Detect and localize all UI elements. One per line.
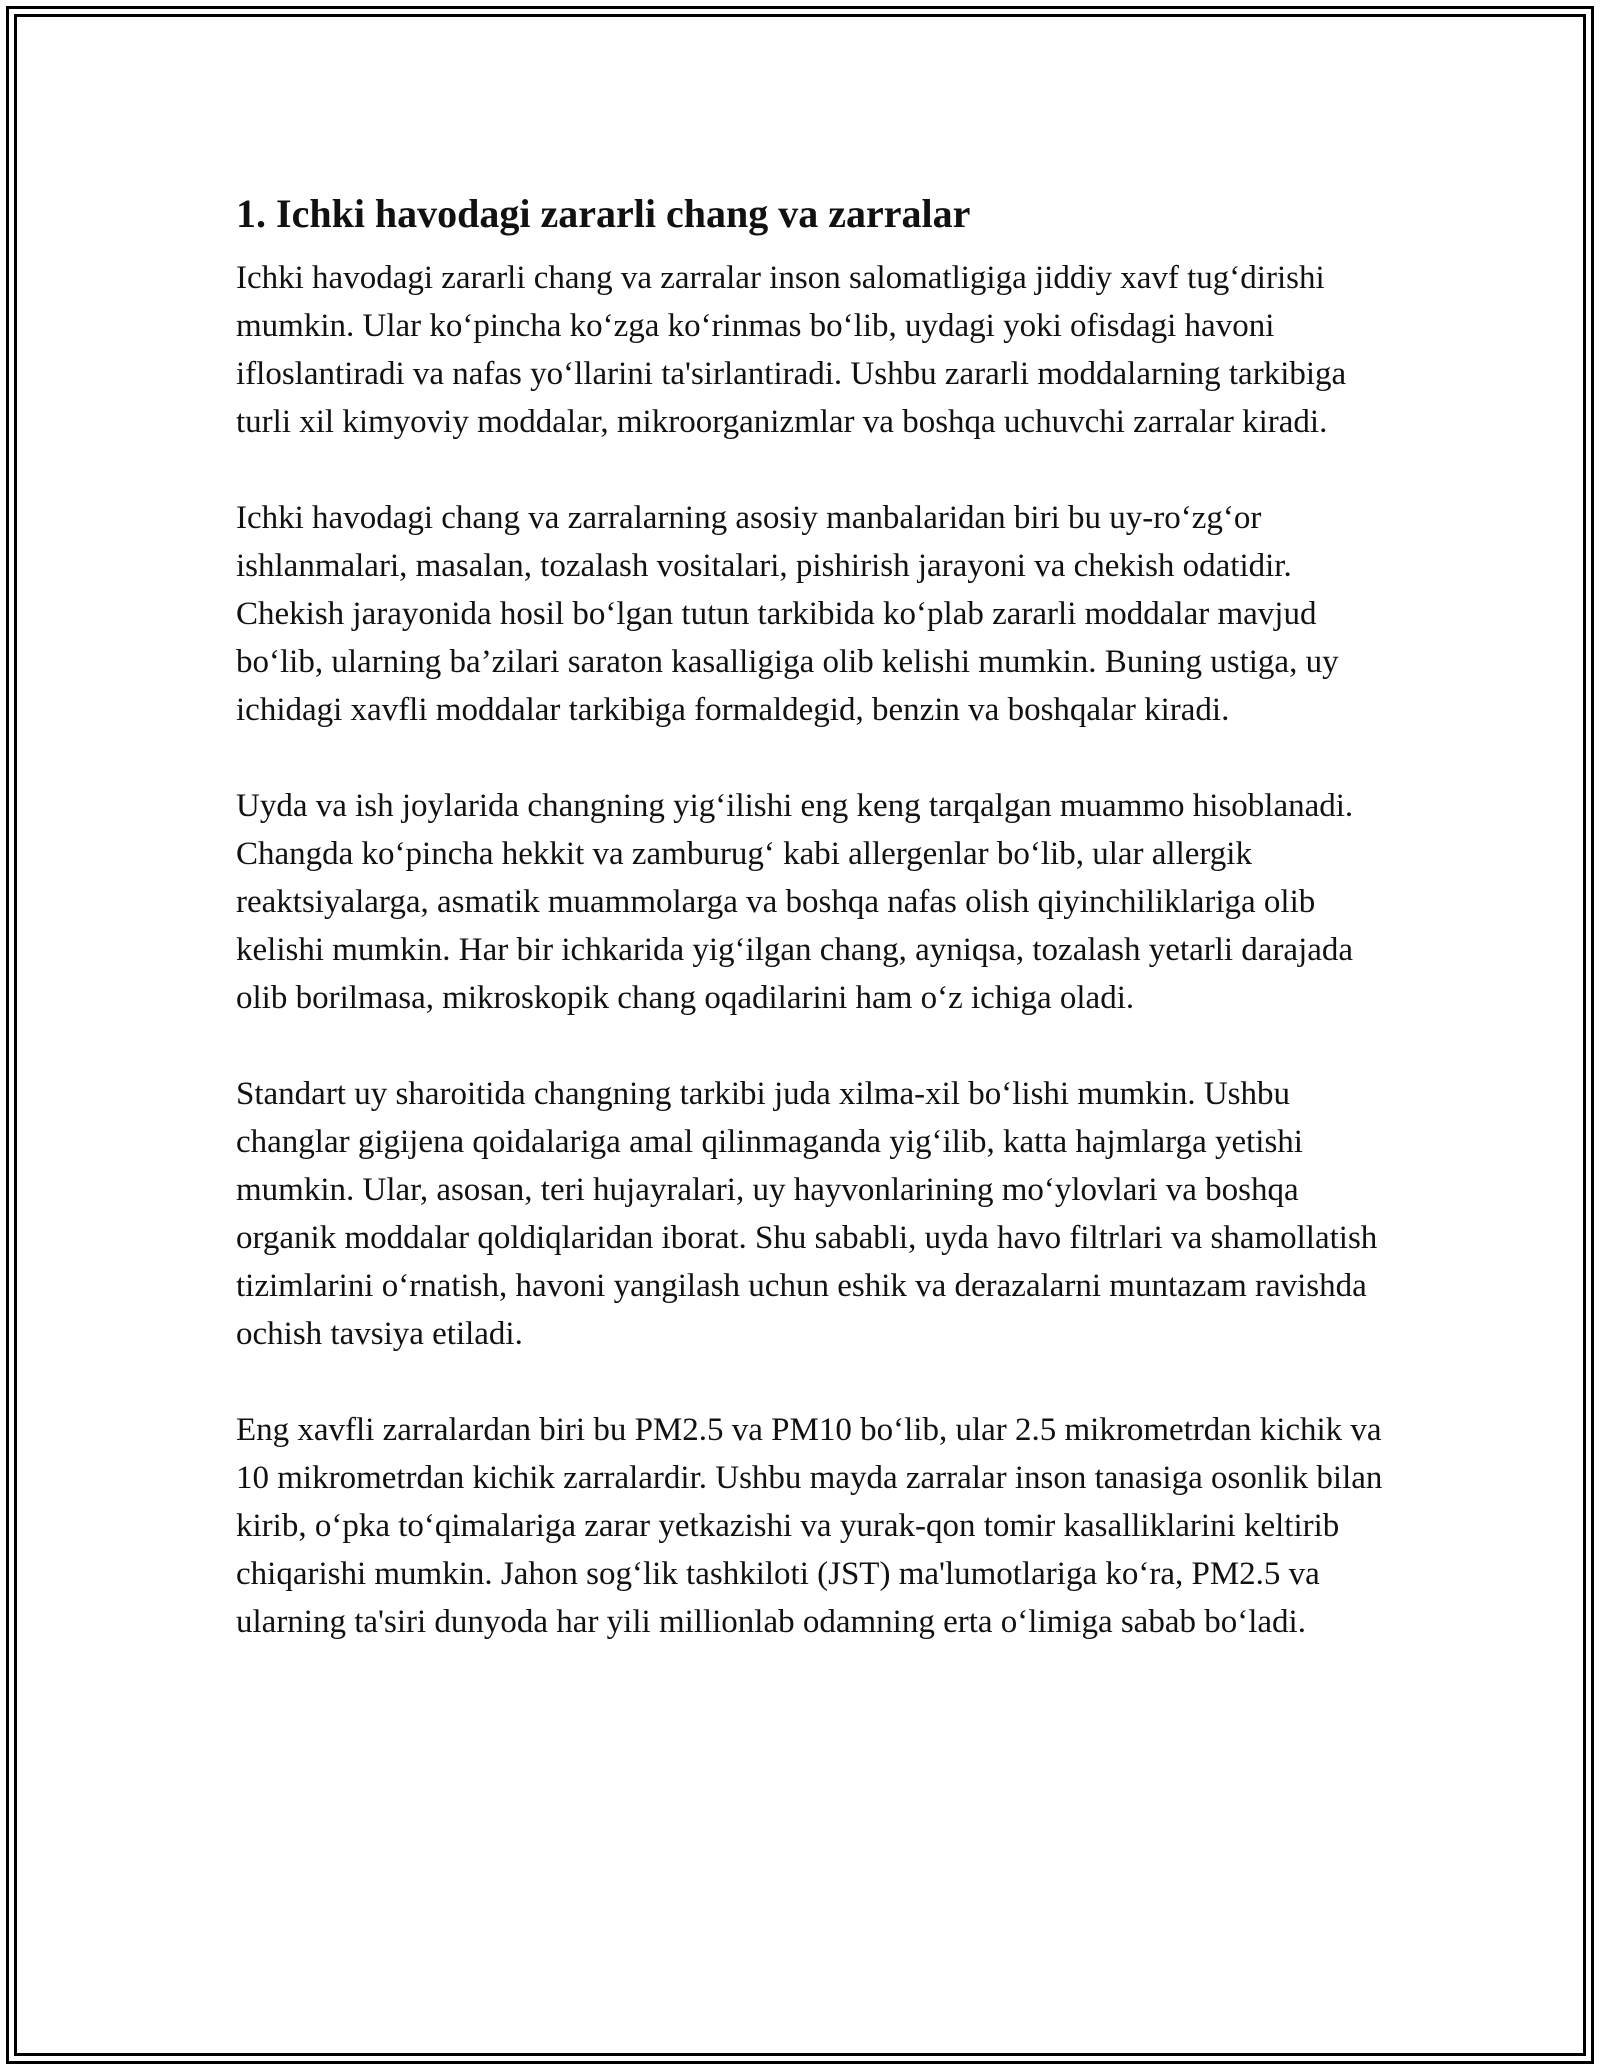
- paragraph-1: Ichki havodagi zararli chang va zarralar inson salomatligiga jiddiy xavf tug‘dirishi mumkin. Ular ko‘pincha ko‘zga ko‘rinmas bo‘lib, uydagi yoki ofisdagi havoni ifloslantiradi va nafas yo‘llarini ta'sirlantiradi. Ushbu zararli moddalarning tarkibiga turli xil kimyoviy moddalar, mikroorganizmlar va boshqa uchuvchi zarralar kiradi.: [236, 260, 1347, 440]
- paragraph-4: Standart uy sharoitida changning tarkibi juda xilma-xil bo‘lishi mumkin. Ushbu changlar gigijena qoidalariga amal qilinmaganda yig‘ilib, katta hajmlarga yetishi mumkin. Ular, asosan, teri hujayralari, uy hayvonlarining mo‘ylovlari va boshqa organik moddalar qoldiqlaridan iborat. Shu sababli, uyda havo filtrlari va shamollatish tizimlarini o‘rnatish, havoni yangilash uchun eshik va derazalarni muntazam ravishda ochish tavsiya etiladi.: [236, 1076, 1378, 1352]
- document-body: [236, 186, 1386, 1694]
- paragraph-3: Uyda va ish joylarida changning yig‘ilishi eng keng tarqalgan muammo hisoblanadi. Changda ko‘pincha hekkit va zamburug‘ kabi allergenlar bo‘lib, ular allergik reaktsiyalarga, asmatik muammolarga va boshqa nafas olish qiyinchiliklariga olib kelishi mumkin. Har bir ichkarida yig‘ilgan chang, ayniqsa, tozalash yetarli darajada olib borilmasa, mikroskopik chang oqadilarini ham o‘z ichiga oladi.: [236, 788, 1354, 1016]
- section-heading: 1. Ichki havodagi zararli chang va zarralar: [236, 191, 971, 236]
- paragraph-2: Ichki havodagi chang va zarralarning asosiy manbalaridan biri bu uy-ro‘zg‘or ishlanmalari, masalan, tozalash vositalari, pishirish jarayoni va chekish odatidir. Chekish jarayonida hosil bo‘lgan tutun tarkibida ko‘plab zararli moddalar mavjud bo‘lib, ularning ba’zilari saraton kasalligiga olib kelishi mumkin. Buning ustiga, uy ichidagi xavfli moddalar tarkibiga formaldegid, benzin va boshqalar kiradi.: [236, 500, 1339, 728]
- paragraph-5: Eng xavfli zarralardan biri bu PM2.5 va PM10 bo‘lib, ular 2.5 mikrometrdan kichik va 10 mikrometrdan kichik zarralardir. Ushbu mayda zarralar inson tanasiga osonlik bilan kirib, o‘pka to‘qimalariga zarar yetkazishi va yurak-qon tomir kasalliklarini keltirib chiqarishi mumkin. Jahon sog‘lik tashkiloti (JST) ma'lumotlariga ko‘ra, PM2.5 va ularning ta'siri dunyoda har yili millionlab odamning erta o‘limiga sabab bo‘ladi.: [236, 1412, 1383, 1640]
